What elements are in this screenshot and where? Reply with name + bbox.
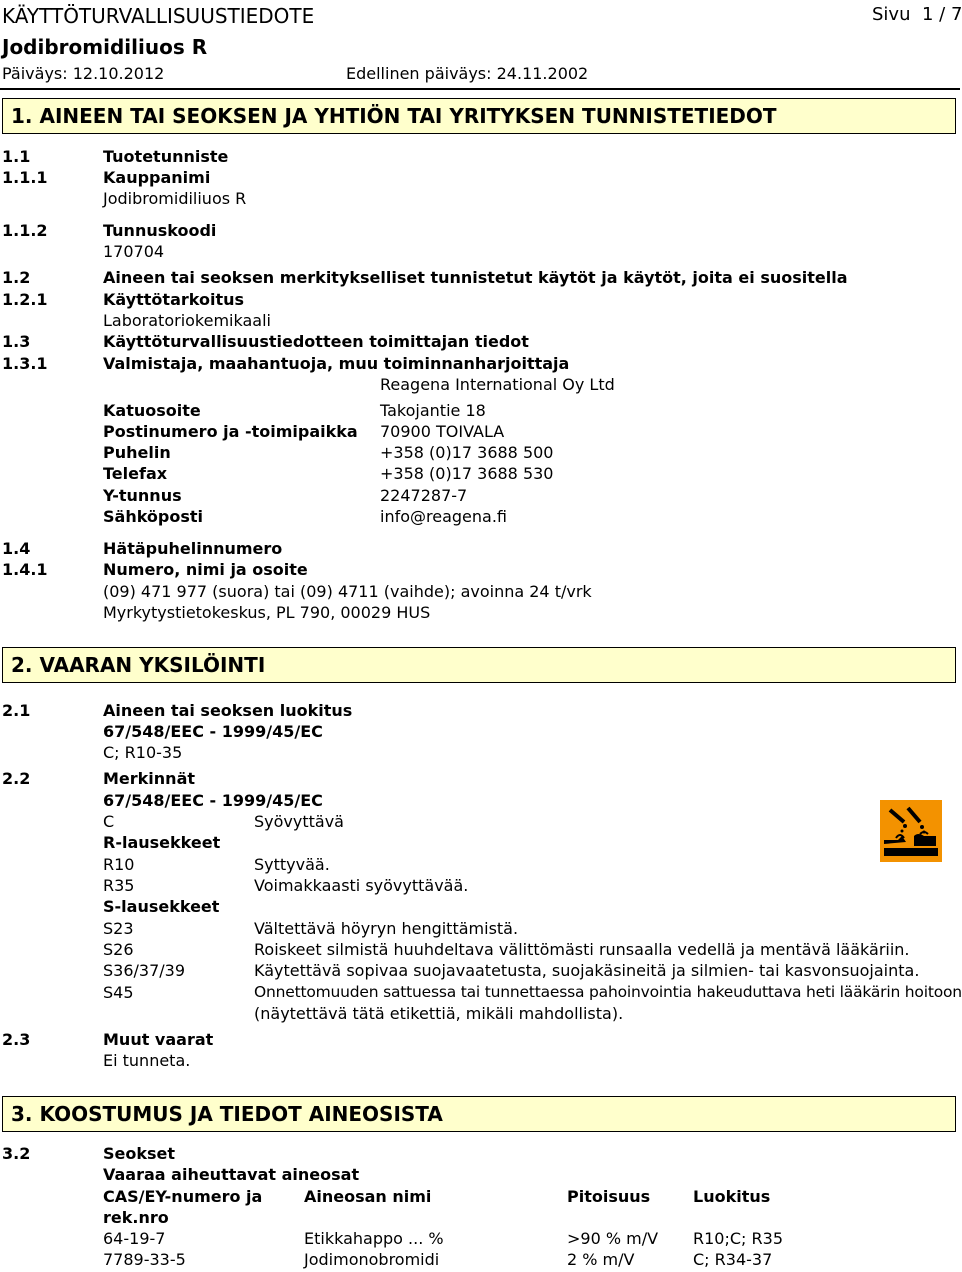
page-label: Sivu	[872, 4, 911, 25]
s1-3-1-title: Valmistaja, maahantuoja, muu toiminnanharjoittaja	[103, 354, 570, 373]
company-name: Reagena International Oy Ltd	[380, 375, 615, 394]
symbol-text: Syövyttävä	[254, 812, 344, 831]
r-phrases-header: R-lausekkeet	[103, 833, 221, 852]
column-header-name: Aineosan nimi	[304, 1187, 432, 1206]
previous-date: Edellinen päiväys: 24.11.2002	[346, 64, 589, 83]
contact-label: Sähköposti	[103, 507, 204, 526]
s-phrase-code: S36/37/39	[103, 961, 186, 980]
r-phrase-text: Voimakkaasti syövyttävää.	[254, 876, 469, 895]
symbol-code: C	[103, 812, 115, 831]
s1-1-2-title: Tunnuskoodi	[103, 221, 217, 240]
s2-2-title: Merkinnät	[103, 769, 196, 788]
s-phrase-text-continued: (näytettävä tätä etikettiä, mikäli mahdollista).	[254, 1004, 624, 1023]
s1-4-1-title: Numero, nimi ja osoite	[103, 560, 308, 579]
s-phrases-header: S-lausekkeet	[103, 897, 220, 916]
contact-label: Katuosoite	[103, 401, 201, 420]
contact-value: info@reagena.fi	[380, 507, 507, 526]
product-code: 170704	[103, 242, 165, 261]
s-phrase-code: S45	[103, 983, 134, 1002]
hazardous-components-title: Vaaraa aiheuttavat aineosat	[103, 1165, 360, 1184]
s-phrase-code: S26	[103, 940, 134, 959]
section-2-title: 2. VAARAN YKSILÖINTI	[11, 653, 266, 677]
intended-use: Laboratoriokemikaali	[103, 311, 271, 330]
table-cell-concentration: >90 % m/V	[567, 1229, 659, 1248]
contact-value: Takojantie 18	[380, 401, 486, 420]
page-number	[872, 4, 962, 26]
contact-value: 2247287-7	[380, 486, 468, 505]
section-1-header	[2, 98, 956, 134]
column-header-classification: Luokitus	[693, 1187, 771, 1206]
s2-2-directive: 67/548/EEC - 1999/45/EC	[103, 791, 323, 810]
s1-1-1-title: Kauppanimi	[103, 168, 211, 187]
poison-center-address: Myrkytystietokeskus, PL 790, 00029 HUS	[103, 603, 431, 622]
contact-label: Puhelin	[103, 443, 171, 462]
corrosive-pictogram-icon	[880, 800, 942, 862]
page-total: 7	[950, 4, 962, 25]
s-phrase-text: Vältettävä höyryn hengittämistä.	[254, 919, 519, 938]
s-phrase-text: Onnettomuuden sattuessa tai tunnettaessa pahoinvointia hakeuduttava heti lääkärin hoitoon	[254, 983, 962, 1001]
table-cell-classification: C; R34-37	[693, 1250, 773, 1269]
section-2-header	[2, 647, 956, 683]
r-phrase-code: R35	[103, 876, 135, 895]
header-divider	[0, 88, 960, 90]
table-cell-cas: 64-19-7	[103, 1229, 166, 1248]
s1-1-2-number: 1.1.2	[2, 221, 48, 240]
s2-1-title: Aineen tai seoksen luokitus	[103, 701, 353, 720]
s1-4-1-number: 1.4.1	[2, 560, 48, 579]
s2-1-directive: 67/548/EEC - 1999/45/EC	[103, 722, 323, 741]
table-cell-concentration: 2 % m/V	[567, 1250, 635, 1269]
trade-name: Jodibromidiliuos R	[103, 189, 247, 208]
s1-3-title: Käyttöturvallisuustiedotteen toimittajan tiedot	[103, 332, 529, 351]
contact-value: +358 (0)17 3688 530	[380, 464, 554, 483]
contact-value: 70900 TOIVALA	[380, 422, 505, 441]
s3-2-number: 3.2	[2, 1144, 31, 1163]
s1-2-number: 1.2	[2, 268, 31, 287]
s-phrase-text: Roiskeet silmistä huuhdeltava välittömästi runsaalla vedellä ja mentävä lääkäriin.	[254, 940, 910, 959]
s2-3-number: 2.3	[2, 1030, 31, 1049]
page-separator: /	[939, 4, 946, 25]
r-phrase-text: Syttyvää.	[254, 855, 330, 874]
s1-1-title: Tuotetunniste	[103, 147, 229, 166]
s1-2-1-title: Käyttötarkoitus	[103, 290, 245, 309]
document-title: KÄYTTÖTURVALLISUUSTIEDOTE	[2, 4, 315, 28]
section-1-title: 1. AINEEN TAI SEOKSEN JA YHTIÖN TAI YRITYKSEN TUNNISTETIEDOT	[11, 104, 777, 128]
contact-label: Y-tunnus	[103, 486, 182, 505]
column-header-cas: CAS/EY-numero ja	[103, 1187, 263, 1206]
table-cell-classification: R10;C; R35	[693, 1229, 783, 1248]
s1-4-number: 1.4	[2, 539, 31, 558]
s1-2-1-number: 1.2.1	[2, 290, 48, 309]
table-cell-cas: 7789-33-5	[103, 1250, 186, 1269]
s2-1-number: 2.1	[2, 701, 31, 720]
s2-3-title: Muut vaarat	[103, 1030, 214, 1049]
column-header-cas-continued: rek.nro	[103, 1208, 169, 1227]
s1-1-1-number: 1.1.1	[2, 168, 48, 187]
table-cell-name: Jodimonobromidi	[304, 1250, 440, 1269]
r-phrase-code: R10	[103, 855, 135, 874]
s-phrase-text: Käytettävä sopivaa suojavaatetusta, suojakäsineitä ja silmien- tai kasvonsuojainta.	[254, 961, 920, 980]
contact-value: +358 (0)17 3688 500	[380, 443, 554, 462]
s1-1-number: 1.1	[2, 147, 31, 166]
emergency-numbers: (09) 471 977 (suora) tai (09) 4711 (vaihde); avoinna 24 t/vrk	[103, 582, 592, 601]
s-phrase-code: S23	[103, 919, 134, 938]
s1-4-title: Hätäpuhelinnumero	[103, 539, 283, 558]
date: Päiväys: 12.10.2012	[2, 64, 165, 83]
page-current: 1	[921, 4, 934, 25]
contact-label: Telefax	[103, 464, 168, 483]
s2-2-number: 2.2	[2, 769, 31, 788]
classification: C; R10-35	[103, 743, 183, 762]
s1-3-1-number: 1.3.1	[2, 354, 48, 373]
product-name: Jodibromidiliuos R	[2, 35, 208, 59]
contact-label: Postinumero ja -toimipaikka	[103, 422, 358, 441]
table-cell-name: Etikkahappo ... %	[304, 1229, 444, 1248]
s3-2-title: Seokset	[103, 1144, 176, 1163]
other-hazards: Ei tunneta.	[103, 1051, 191, 1070]
s1-3-number: 1.3	[2, 332, 31, 351]
column-header-concentration: Pitoisuus	[567, 1187, 651, 1206]
s1-2-title: Aineen tai seoksen merkitykselliset tunnistetut käytöt ja käytöt, joita ei suositella	[103, 268, 848, 287]
section-3-title: 3. KOOSTUMUS JA TIEDOT AINEOSISTA	[11, 1102, 443, 1126]
section-3-header	[2, 1096, 956, 1132]
